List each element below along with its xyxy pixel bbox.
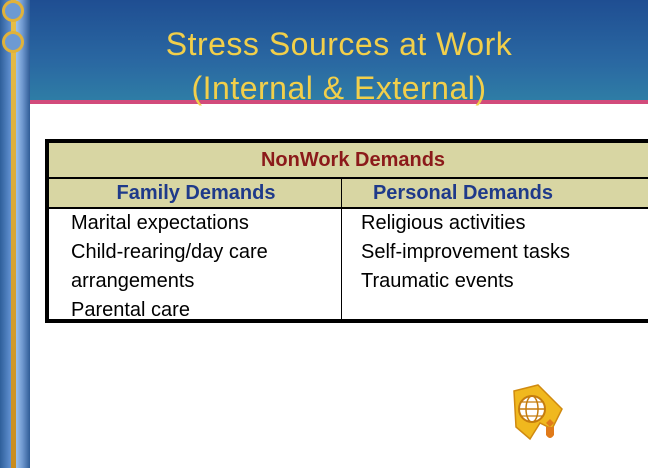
left-gold-rule bbox=[11, 0, 16, 468]
nonwork-demands-table bbox=[45, 139, 648, 323]
globe-logo-icon bbox=[510, 383, 566, 443]
slide-title bbox=[30, 22, 648, 110]
list-item: Traumatic events bbox=[361, 270, 514, 292]
list-item: arrangements bbox=[71, 270, 195, 292]
list-item: Marital expectations bbox=[71, 212, 249, 234]
list-item: Religious activities bbox=[361, 212, 526, 234]
slide-title-line-2: (Internal & External) bbox=[191, 70, 487, 106]
table-header: NonWork Demands bbox=[49, 143, 648, 179]
list-item: Child-rearing/day care bbox=[71, 241, 268, 263]
column-divider bbox=[341, 179, 342, 323]
family-demands-list bbox=[71, 209, 331, 325]
personal-demands-list bbox=[361, 209, 648, 296]
ring-icon bbox=[2, 0, 24, 22]
list-item: Parental care bbox=[71, 299, 190, 321]
list-item: Self-improvement tasks bbox=[361, 241, 570, 263]
ring-icon bbox=[2, 31, 24, 53]
slide-title-line-1: Stress Sources at Work bbox=[165, 26, 513, 62]
column-headings-row bbox=[49, 179, 648, 209]
column-heading-personal: Personal Demands bbox=[372, 182, 554, 204]
column-heading-family: Family Demands bbox=[116, 182, 276, 204]
